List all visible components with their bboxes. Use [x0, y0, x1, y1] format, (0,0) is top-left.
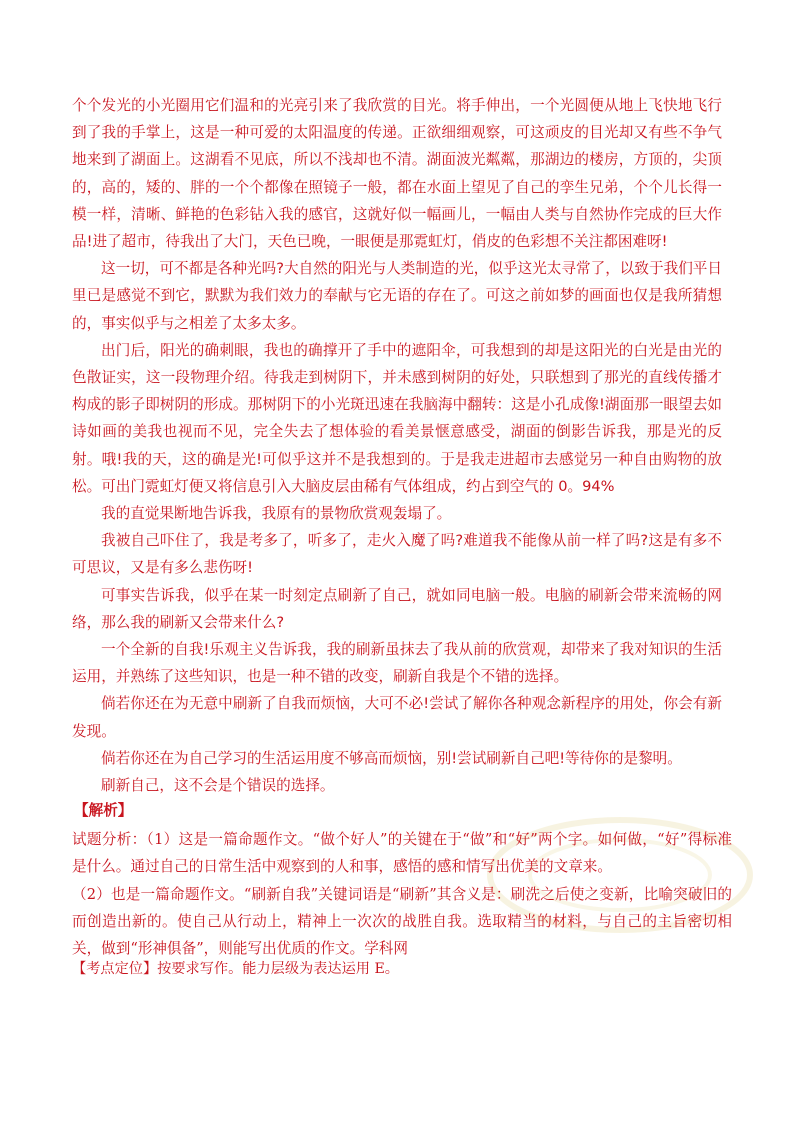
exam-point-note: 【考点定位】按要求写作。能力层级为表达运用 E。 — [72, 961, 399, 977]
analysis-heading: 【解析】 — [74, 802, 133, 819]
analysis-part-2: （2）也是一篇命题作文。“刷新自我”关键词语是“刷新”其含义是：刷洗之后使之变新，比喻突破旧的而创造出新的。使自己从行动上，精神上一次次的战胜自我。选取精当的材料，与自己的主旨密切相关，做到“形神俱备”，则能写出优质的作文。学科网 — [72, 885, 732, 958]
essay-paragraph-7: 一个全新的自我!乐观主义告诉我，我的刷新虽抹去了我从前的欣赏观，却带来了我对知识的生活运用，并熟练了这些知识，也是一种不错的改变，刷新自我是个不错的选择。 — [72, 641, 722, 686]
essay-paragraph-1: 个个发光的小光圈用它们温和的光亮引来了我欣赏的目光。将手伸出，一个光圆便从地上飞快地飞行到了我的手掌上，这是一种可爱的太阳温度的传递。正欲细细观察，可这顽皮的目光却又有些不争气地来到了湖面上。这湖看不见底，所以不浅却也不清。湖面波光粼粼，那湖边的楼房，方顶的，尖顶的，高的，矮的、胖的一个个都像在照镜子一般，都在水面上望见了自己的孪生兄弟，个个儿长得一模一样，清晰、鲜艳的色彩钻入我的感官，这就好似一幅画儿，一幅由人类与自然协作完成的巨大作品!进了超市，待我出了大门，天色已晚，一眼便是那霓虹灯，俏皮的色彩想不关注都困难呀! — [72, 97, 722, 251]
essay-paragraph-10: 刷新自己，这不会是个错误的选择。 — [101, 777, 335, 795]
analysis-part-1: 试题分析：（1）这是一篇命题作文。“做个好人”的关键在于“做”和“好”两个字。如何做，“好”得标准是什么。通过自己的日常生活中观察到的人和事，感悟的感和情写出优美的文章来。 — [72, 831, 732, 876]
essay-body — [72, 92, 722, 799]
essay-paragraph-4: 我的直觉果断地告诉我，我原有的景物欣赏观轰塌了。 — [101, 505, 452, 523]
essay-paragraph-9: 倘若你还在为自己学习的生活运用度不够高而烦恼，别!尝试刷新自己吧!等待你的是黎明。 — [101, 749, 682, 767]
essay-paragraph-5: 我被自己吓住了，我是考多了，听多了，走火入魔了吗?难道我不能像从前一样了吗?这是有多不可思议，又是有多么悲伤呀! — [72, 532, 722, 577]
essay-paragraph-6: 可事实告诉我，似乎在某一时刻定点刷新了自己，就如同电脑一般。电脑的刷新会带来流畅的网络，那么我的刷新又会带来什么? — [72, 586, 722, 631]
essay-paragraph-3: 出门后，阳光的确刺眼，我也的确撑开了手中的遮阳伞，可我想到的却是这阳光的白光是由光的色散证实，这一段物理介绍。待我走到树阴下，并未感到树阴的好处，只联想到了那光的直线传播才构成的影子即树阴的形成。那树阴下的小光斑迅速在我脑海中翻转：这是小孔成像!湖面那一眼望去如诗如画的美我也视而不见，完全失去了想体验的看美景惬意感受，湖面的倒影告诉我，那是光的反射。哦!我的天，这的确是光!可似乎这并不是我想到的。于是我走进超市去感觉另一种自由购物的放松。可出门霓虹灯便又将信息引入大脑皮层由稀有气体组成，约占到空气的 0。94% — [72, 341, 722, 495]
analysis-section — [72, 797, 732, 962]
essay-paragraph-2: 这一切，可不都是各种光吗?大自然的阳光与人类制造的光，似乎这光太寻常了，以致于我们平日里已是感觉不到它，默默为我们效力的奉献与它无语的存在了。可这之前如梦的画面也仅是我所猜想的，事实似乎与之相差了太多太多。 — [72, 260, 722, 332]
essay-paragraph-8: 倘若你还在为无意中刷新了自我而烦恼，大可不必!尝试了解你各种观念新程序的用处，你会有新发现。 — [72, 695, 722, 740]
